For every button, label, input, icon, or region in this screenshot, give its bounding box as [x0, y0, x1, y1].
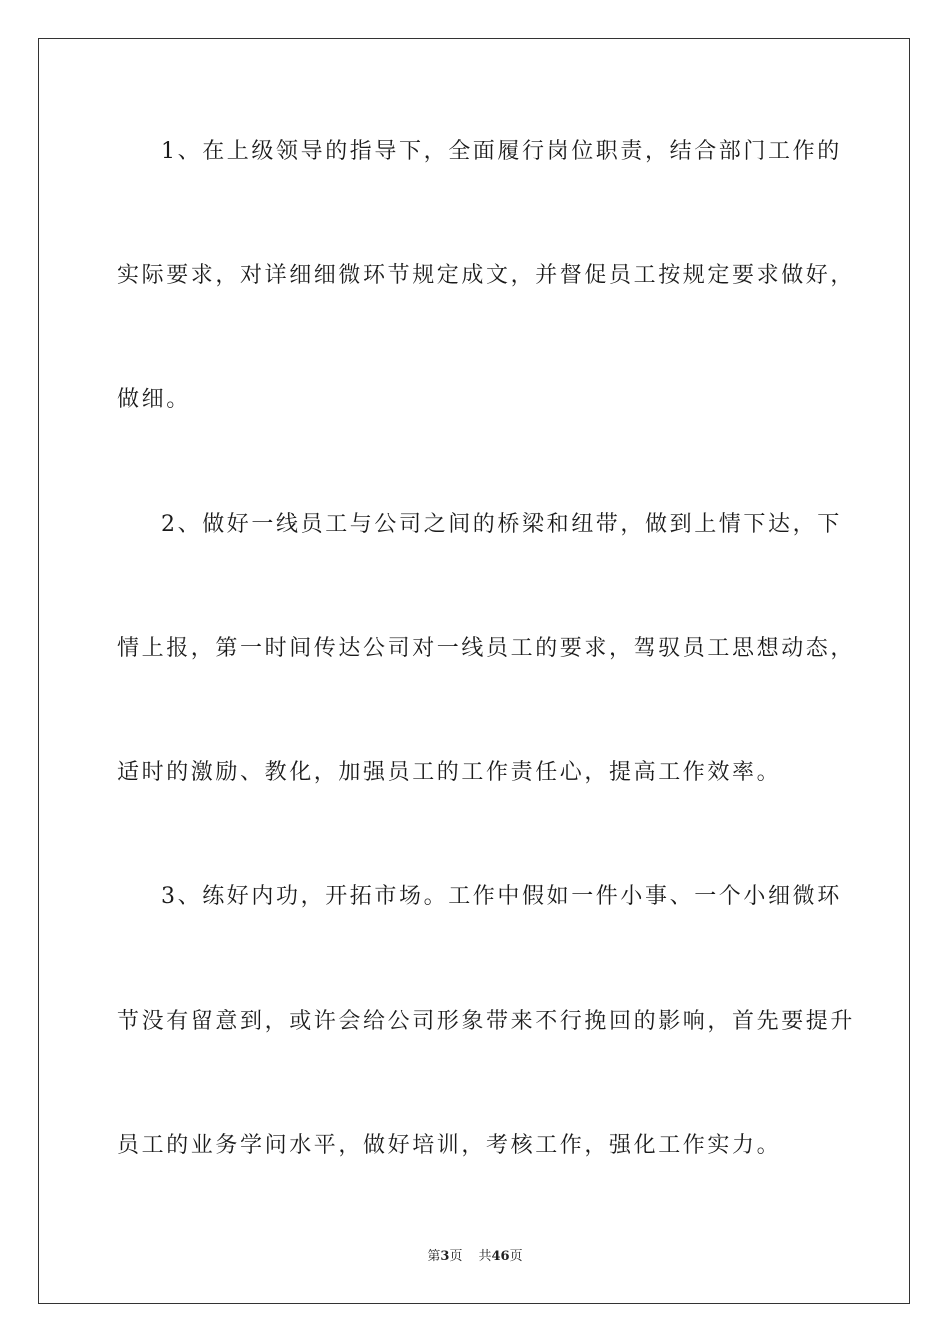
paragraph-1-line-2: 实际要求，对详细细微环节规定成文，并督促员工按规定要求做好， — [117, 263, 856, 288]
paragraph-3-line-2: 节没有留意到，或许会给公司形象带来不行挽回的影响，首先要提升 — [117, 1009, 856, 1034]
total-pages: 46 — [491, 1249, 510, 1264]
paragraph-2-line-2: 情上报，第一时间传达公司对一线员工的要求，驾驭员工思想动态， — [117, 636, 856, 661]
paragraph-3-line-3: 员工的业务学问水平，做好培训，考核工作，强化工作实力。 — [117, 1133, 782, 1158]
page-border — [38, 38, 910, 1304]
paragraph-1-line-3: 做细。 — [117, 387, 191, 412]
page-prefix: 第 — [427, 1249, 441, 1264]
page-number: 3 — [440, 1249, 450, 1264]
paragraph-1-line-1: 1、在上级领导的指导下，全面履行岗位职责，结合部门工作的 — [161, 139, 842, 164]
paragraph-3-line-1: 3、练好内功，开拓市场。工作中假如一件小事、一个小细微环 — [161, 884, 842, 909]
page-footer — [0, 1248, 950, 1266]
paragraph-2-line-3: 适时的激励、教化，加强员工的工作责任心，提高工作效率。 — [117, 760, 782, 785]
total-prefix: 共 — [478, 1249, 492, 1264]
page-suffix: 页 — [449, 1249, 463, 1264]
paragraph-2-line-1: 2、做好一线员工与公司之间的桥梁和纽带，做到上情下达，下 — [161, 512, 842, 537]
total-suffix: 页 — [509, 1249, 523, 1264]
